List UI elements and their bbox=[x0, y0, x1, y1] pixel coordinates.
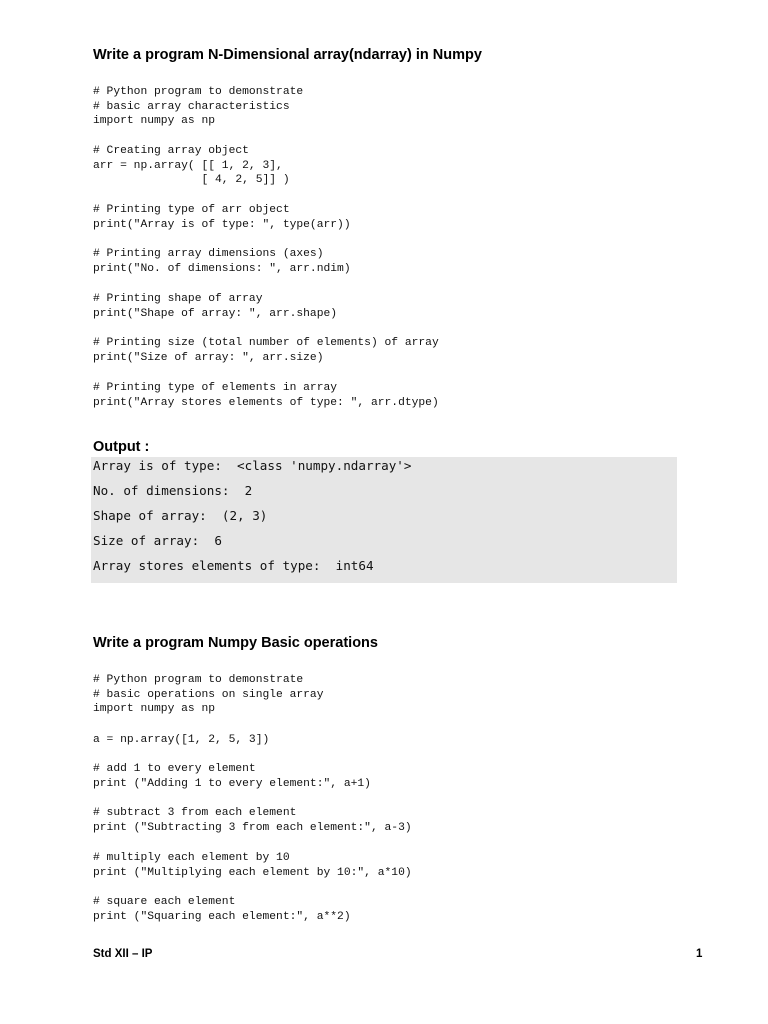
code-block-ndim: # Printing array dimensions (axes) print("No. of dimensions: ", arr.ndim) bbox=[93, 248, 351, 275]
page-number: 1 bbox=[696, 948, 703, 960]
code-block-add: # add 1 to every element print ("Adding 1 to every element:", a+1) bbox=[93, 763, 371, 790]
code-block-dtype: # Printing type of elements in array print("Array stores elements of type: ", arr.dtype) bbox=[93, 382, 439, 409]
output-line-size: Size of array: 6 bbox=[93, 533, 222, 548]
code-block-shape: # Printing shape of array print("Shape of array: ", arr.shape) bbox=[93, 293, 338, 320]
output-line-type: Array is of type: <class 'numpy.ndarray'> bbox=[93, 458, 412, 473]
output-box bbox=[91, 457, 677, 583]
code-block-imports: # Python program to demonstrate # basic array characteristics import numpy as np bbox=[93, 86, 304, 128]
code-block-multiply: # multiply each element by 10 print ("Multiplying each element by 10:", a*10) bbox=[93, 852, 412, 879]
output-line-shape: Shape of array: (2, 3) bbox=[93, 508, 268, 523]
footer-class-label: Std XII – IP bbox=[93, 948, 153, 960]
code-block-subtract: # subtract 3 from each element print ("Subtracting 3 from each element:", a-3) bbox=[93, 807, 412, 834]
section2-heading: Write a program Numpy Basic operations bbox=[93, 635, 378, 651]
code-block-type: # Printing type of arr object print("Array is of type: ", type(arr)) bbox=[93, 204, 351, 231]
code-block-create-array: # Creating array object arr = np.array( [[ 1, 2, 3], [ 4, 2, 5]] ) bbox=[93, 145, 290, 187]
output-line-dtype: Array stores elements of type: int64 bbox=[93, 558, 374, 573]
code-block-array-a: a = np.array([1, 2, 5, 3]) bbox=[93, 734, 270, 746]
code-block-imports-2: # Python program to demonstrate # basic operations on single array import numpy as np bbox=[93, 674, 324, 716]
output-label: Output : bbox=[93, 439, 150, 455]
section1-heading: Write a program N-Dimensional array(ndarray) in Numpy bbox=[93, 47, 482, 63]
code-block-square: # square each element print ("Squaring each element:", a**2) bbox=[93, 896, 351, 923]
code-block-size: # Printing size (total number of elements) of array print("Size of array: ", arr.size) bbox=[93, 337, 439, 364]
output-line-ndim: No. of dimensions: 2 bbox=[93, 483, 253, 498]
